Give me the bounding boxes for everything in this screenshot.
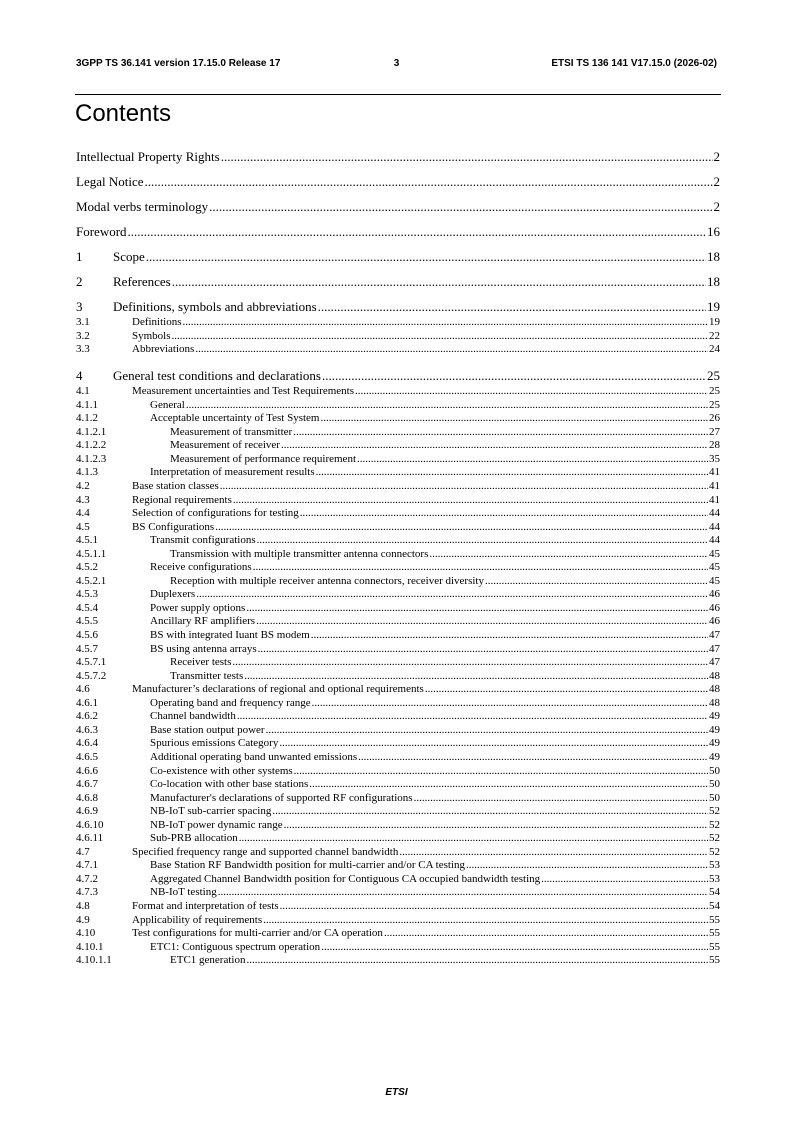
toc-entry-page: 2 [713, 174, 720, 189]
toc-entry-title: Measurement of transmitter [170, 425, 293, 438]
toc-entry-number: 4.1.2.1 [76, 425, 107, 438]
toc-entry-number: 4.1 [76, 385, 90, 398]
toc-dot-leader [221, 149, 713, 165]
toc-entry-title: General [150, 398, 185, 411]
toc-entry-title: Transmitter tests [170, 669, 244, 682]
toc-entry-title: Reception with multiple receiver antenna connectors, receiver diversity [170, 574, 484, 587]
toc-entry[interactable] [76, 330, 720, 342]
toc-entry[interactable] [76, 846, 720, 858]
toc-entry-page: 55 [709, 913, 720, 926]
toc-entry-page: 49 [709, 750, 720, 763]
toc-entry-title: NB-IoT testing [150, 886, 217, 899]
toc-entry-title: Measurement of receiver [170, 439, 280, 452]
toc-entry-title: Co-existence with other systems [150, 764, 293, 777]
footer-etsi: ETSI [385, 1087, 408, 1098]
toc-entry-title: NB-IoT sub-carrier spacing [150, 805, 272, 818]
toc-dot-leader [172, 330, 708, 342]
toc-dot-leader [358, 751, 708, 763]
toc-entry-title: Transmission with multiple transmitter antenna connectors [170, 547, 429, 560]
toc-entry-page: 16 [707, 224, 720, 239]
toc-dot-leader [309, 778, 708, 790]
toc-entry[interactable] [76, 368, 720, 384]
toc-entry-title: Definitions, symbols and abbreviations [113, 299, 317, 314]
toc-entry-page: 46 [709, 615, 720, 628]
toc-dot-leader [300, 507, 708, 519]
toc-dot-leader [220, 480, 708, 492]
toc-entry-title: Channel bandwidth [150, 710, 236, 723]
toc-entry-title: Intellectual Property Rights [76, 149, 220, 164]
toc-entry-page: 48 [709, 696, 720, 709]
toc-dot-leader [429, 548, 708, 560]
toc-entry[interactable] [76, 778, 720, 790]
toc-dot-leader [272, 805, 708, 817]
toc-entry-page: 53 [709, 859, 720, 872]
toc-dot-leader [244, 670, 708, 682]
toc-entry-page: 52 [709, 832, 720, 845]
toc-entry-title: Regional requirements [132, 493, 232, 506]
toc-entry-page: 41 [709, 493, 720, 506]
toc-entry-number: 4.5.6 [76, 629, 98, 641]
toc-entry[interactable] [76, 199, 720, 215]
toc-entry-title: Scope [113, 249, 145, 264]
toc-entry[interactable] [76, 412, 720, 424]
toc-entry-page: 47 [709, 656, 720, 669]
toc-entry-title: General test conditions and declarations [113, 368, 321, 384]
toc-entry-number: 4.10.1 [76, 940, 104, 953]
toc-entry[interactable] [76, 575, 720, 587]
toc-dot-leader [246, 954, 708, 966]
toc-dot-leader [239, 832, 708, 844]
toc-dot-leader [284, 819, 708, 831]
toc-entry-page: 47 [709, 642, 720, 655]
toc-dot-leader [280, 900, 708, 912]
toc-dot-leader [232, 656, 708, 668]
toc-entry[interactable] [76, 643, 720, 655]
toc-dot-leader [146, 249, 706, 265]
toc-dot-leader [466, 859, 708, 871]
toc-entry-page: 55 [709, 954, 720, 967]
toc-entry-title: Spurious emissions Category [150, 737, 279, 750]
toc-entry[interactable] [76, 914, 720, 926]
toc-dot-leader [321, 941, 708, 953]
toc-entry-number: 2 [76, 274, 83, 289]
toc-dot-leader [195, 343, 708, 355]
toc-entry[interactable] [76, 426, 720, 438]
toc-entry-page: 28 [709, 439, 720, 452]
toc-entry-title: Receive configurations [150, 561, 252, 574]
toc-entry[interactable] [76, 588, 720, 600]
toc-entry[interactable] [76, 149, 720, 165]
toc-entry-page: 25 [709, 398, 720, 411]
toc-entry-title: NB-IoT power dynamic range [150, 818, 283, 831]
toc-entry-number: 4.6 [76, 683, 90, 696]
toc-entry-title: ETC1: Contiguous spectrum operation [150, 940, 321, 953]
toc-entry-page: 41 [709, 479, 720, 492]
toc-dot-leader [541, 873, 708, 885]
toc-entry-page: 25 [707, 368, 720, 384]
toc-dot-leader [316, 466, 708, 478]
toc-dot-leader [183, 316, 709, 328]
toc-dot-leader [414, 792, 708, 804]
toc-entry-page: 46 [709, 588, 720, 601]
toc-entry[interactable] [76, 507, 720, 519]
toc-dot-leader [215, 521, 708, 533]
toc-dot-leader [237, 710, 708, 722]
toc-entry[interactable] [76, 615, 720, 627]
toc-entry[interactable] [76, 656, 720, 668]
toc-dot-leader [218, 886, 708, 898]
toc-entry-page: 24 [709, 343, 720, 356]
toc-entry-page: 50 [709, 778, 720, 791]
toc-entry-page: 50 [709, 764, 720, 777]
toc-entry-title: Acceptable uncertainty of Test System [150, 412, 320, 425]
toc-entry-number: 4.8 [76, 900, 90, 912]
toc-entry[interactable] [76, 927, 720, 939]
toc-entry[interactable] [76, 941, 720, 953]
toc-entry-number: 4.7 [76, 845, 90, 858]
toc-entry-number: 4.6.5 [76, 750, 98, 763]
toc-entry[interactable] [76, 534, 720, 546]
toc-dot-leader [485, 575, 708, 587]
toc-entry-title: Format and interpretation of tests [132, 900, 279, 912]
toc-dot-leader [281, 439, 708, 451]
toc-entry-page: 44 [709, 520, 720, 533]
toc-entry[interactable] [76, 710, 720, 722]
toc-entry[interactable] [76, 480, 720, 492]
toc-entry[interactable] [76, 385, 720, 397]
toc-entry-page: 27 [709, 425, 720, 438]
toc-dot-leader [209, 199, 712, 215]
toc-entry-page: 48 [709, 669, 720, 682]
toc-entry[interactable] [76, 494, 720, 506]
toc-entry-title: BS with integrated Iuant BS modem [150, 629, 310, 641]
toc-entry-page: 52 [709, 845, 720, 858]
toc-entry-title: ETC1 generation [170, 954, 246, 967]
toc-entry[interactable] [76, 466, 720, 478]
toc-entry-number: 4.5.1.1 [76, 547, 107, 560]
toc-entry-number: 4.10 [76, 927, 96, 940]
toc-dot-leader [294, 765, 708, 777]
toc-entry-page: 44 [709, 534, 720, 547]
toc-entry-number: 4.4 [76, 507, 90, 520]
toc-entry[interactable] [76, 249, 720, 265]
toc-dot-leader [293, 426, 708, 438]
toc-entry-page: 45 [709, 561, 720, 574]
toc-entry-number: 4.5.2 [76, 561, 98, 574]
toc-entry-title: Base station output power [150, 723, 265, 736]
toc-entry[interactable] [76, 453, 720, 465]
toc-entry-number: 1 [76, 249, 83, 264]
toc-entry[interactable] [76, 873, 720, 885]
toc-entry[interactable] [76, 299, 720, 315]
toc-entry-page: 45 [709, 547, 720, 560]
toc-entry-page: 49 [709, 737, 720, 750]
toc-entry-title: Aggregated Channel Bandwidth position for Contiguous CA occupied bandwidth testing [150, 872, 541, 885]
toc-entry-number: 4.1.2.2 [76, 439, 107, 452]
toc-dot-leader [246, 602, 708, 614]
toc-entry-title: Co-location with other base stations [150, 778, 309, 791]
toc-entry-page: 53 [709, 872, 720, 885]
toc-entry-title: Duplexers [150, 588, 196, 601]
toc-entry-number: 3.1 [76, 316, 90, 328]
toc-entry-number: 4 [76, 368, 83, 384]
toc-entry-number: 3.2 [76, 329, 90, 342]
toc-dot-leader [357, 453, 708, 465]
toc-entry[interactable] [76, 832, 720, 844]
toc-entry[interactable] [76, 439, 720, 451]
toc-entry-title: Interpretation of measurement results [150, 466, 315, 479]
toc-entry[interactable] [76, 765, 720, 777]
toc-entry-title: Manufacturer's declarations of supported RF configurations [150, 791, 413, 804]
toc-dot-leader [320, 412, 708, 424]
toc-dot-leader [233, 494, 708, 506]
toc-entry-number: 4.2 [76, 479, 90, 492]
toc-dot-leader [172, 274, 706, 290]
toc-dot-leader [253, 561, 708, 573]
toc-entry-title: Symbols [132, 329, 171, 342]
toc-entry[interactable] [76, 805, 720, 817]
toc-dot-leader [128, 224, 706, 240]
toc-entry-number: 4.3 [76, 493, 90, 506]
toc-entry[interactable] [76, 629, 720, 641]
toc-entry-page: 19 [707, 299, 720, 314]
toc-entry-number: 4.5.3 [76, 588, 98, 601]
toc-entry-title: Modal verbs terminology [76, 199, 209, 214]
toc-entry[interactable] [76, 670, 720, 682]
toc-entry-title: Legal Notice [76, 174, 144, 189]
toc-entry-page: 18 [707, 274, 720, 289]
toc-entry-number: 4.1.2.3 [76, 452, 107, 465]
header-page-number: 3 [393, 58, 400, 69]
toc-entry-number: 4.6.7 [76, 778, 98, 791]
toc-dot-leader [266, 724, 708, 736]
toc-entry-number: 4.5 [76, 520, 90, 533]
toc-entry-title: Foreword [76, 224, 127, 239]
toc-entry[interactable] [76, 683, 720, 695]
toc-entry-page: 19 [709, 316, 720, 328]
toc-dot-leader [318, 299, 706, 315]
toc-entry-title: Power supply options [150, 601, 246, 614]
toc-entry[interactable] [76, 697, 720, 709]
toc-entry-number: 4.5.7 [76, 642, 98, 655]
toc-entry-title: Transmit configurations [150, 534, 256, 547]
toc-dot-leader [196, 588, 708, 600]
toc-entry-title: BS using antenna arrays [150, 642, 257, 655]
toc-dot-leader [279, 737, 708, 749]
toc-dot-leader [145, 174, 713, 190]
toc-entry-number: 4.1.2 [76, 412, 98, 425]
toc-entry-title: Base station classes [132, 479, 219, 492]
toc-entry[interactable] [76, 792, 720, 804]
toc-entry-title: Manufacturer’s declarations of regional and optional requirements [132, 683, 424, 696]
toc-entry-number: 4.7.2 [76, 872, 98, 885]
toc-entry[interactable] [76, 751, 720, 763]
toc-entry-number: 4.6.11 [76, 832, 104, 845]
toc-entry[interactable] [76, 343, 720, 355]
toc-entry[interactable] [76, 724, 720, 736]
toc-entry-page: 54 [709, 886, 720, 899]
toc-entry-number: 4.1.3 [76, 466, 98, 479]
toc-entry-page: 26 [709, 412, 720, 425]
toc-dot-leader [384, 927, 708, 939]
toc-entry-page: 48 [709, 683, 720, 696]
toc-entry[interactable] [76, 521, 720, 533]
toc-entry-title: Additional operating band unwanted emissions [150, 750, 358, 763]
toc-entry-page: 49 [709, 710, 720, 723]
toc-entry[interactable] [76, 274, 720, 290]
toc-entry-page: 18 [707, 249, 720, 264]
toc-dot-leader [311, 629, 708, 641]
toc-entry-page: 49 [709, 723, 720, 736]
toc-dot-leader [425, 683, 708, 695]
toc-entry[interactable] [76, 859, 720, 871]
page-title: Contents [75, 100, 172, 127]
toc-entry-number: 4.5.4 [76, 601, 98, 614]
toc-entry[interactable] [76, 174, 720, 190]
toc-entry-number: 4.1.1 [76, 398, 98, 411]
toc-entry-title: Operating band and frequency range [150, 696, 311, 709]
toc-entry-page: 52 [709, 805, 720, 818]
toc-entry-page: 55 [709, 940, 720, 953]
toc-entry-number: 4.9 [76, 913, 90, 926]
toc-entry-title: Applicability of requirements [132, 913, 263, 926]
toc-entry[interactable] [76, 737, 720, 749]
toc-entry-number: 4.6.10 [76, 818, 104, 831]
toc-dot-leader [399, 846, 708, 858]
toc-entry[interactable] [76, 819, 720, 831]
toc-entry-number: 4.5.7.1 [76, 656, 107, 669]
toc-entry-number: 4.5.7.2 [76, 669, 107, 682]
toc-entry-number: 4.6.3 [76, 723, 98, 736]
toc-dot-leader [186, 399, 708, 411]
toc-entry-page: 22 [709, 329, 720, 342]
toc-entry-title: Abbreviations [132, 343, 195, 356]
toc-entry-number: 4.6.8 [76, 791, 98, 804]
toc-dot-leader [312, 697, 708, 709]
toc-entry-page: 45 [709, 574, 720, 587]
toc-dot-leader [322, 368, 706, 384]
toc-entry-page: 54 [709, 900, 720, 912]
toc-entry-page: 2 [713, 199, 720, 214]
toc-dot-leader [256, 615, 708, 627]
toc-dot-leader [257, 534, 708, 546]
toc-entry-page: 46 [709, 601, 720, 614]
toc-entry-number: 4.6.2 [76, 710, 98, 723]
toc-entry-number: 4.6.6 [76, 764, 98, 777]
toc-entry-page: 44 [709, 507, 720, 520]
toc-entry-title: Definitions [132, 316, 182, 328]
toc-entry-title: Selection of configurations for testing [132, 507, 299, 520]
toc-entry-page: 25 [709, 385, 720, 398]
toc-entry-number: 4.6.9 [76, 805, 98, 818]
toc-entry-number: 4.5.2.1 [76, 574, 107, 587]
toc-entry[interactable] [76, 886, 720, 898]
toc-entry-title: Measurement uncertainties and Test Requirements [132, 385, 355, 398]
toc-entry[interactable] [76, 954, 720, 966]
toc-entry-number: 3.3 [76, 343, 90, 356]
toc-entry-page: 55 [709, 927, 720, 940]
toc-entry-page: 41 [709, 466, 720, 479]
toc-entry-title: Ancillary RF amplifiers [150, 615, 256, 628]
toc-entry[interactable] [76, 900, 720, 912]
toc-entry-title: BS Configurations [132, 520, 215, 533]
header-etsi-reference: ETSI TS 136 141 V17.15.0 (2026-02) [551, 58, 717, 69]
toc-entry-title: References [113, 274, 171, 289]
toc-entry-number: 3 [76, 299, 83, 314]
toc-entry-title: Test configurations for multi-carrier and/or CA operation [132, 927, 383, 940]
toc-entry-title: Receiver tests [170, 656, 232, 669]
toc-entry[interactable] [76, 602, 720, 614]
toc-entry-page: 50 [709, 791, 720, 804]
toc-entry-page: 35 [709, 452, 720, 465]
toc-entry-number: 4.7.1 [76, 859, 98, 872]
toc-entry-number: 4.10.1.1 [76, 954, 112, 967]
toc-entry-number: 4.6.1 [76, 696, 98, 709]
toc-entry[interactable] [76, 316, 720, 328]
header-spec-version: 3GPP TS 36.141 version 17.15.0 Release 17 [76, 58, 281, 69]
toc-entry-title: Sub-PRB allocation [150, 832, 238, 845]
toc-entry-title: Base Station RF Bandwidth position for multi-carrier and/or CA testing [150, 859, 465, 872]
toc-entry-title: Specified frequency range and supported channel bandwidth [132, 845, 399, 858]
toc-entry-number: 4.7.3 [76, 886, 98, 899]
toc-entry-page: 52 [709, 818, 720, 831]
toc-entry-page: 2 [713, 149, 720, 164]
toc-dot-leader [355, 385, 708, 397]
toc-entry[interactable] [76, 224, 720, 240]
toc-entry[interactable] [76, 548, 720, 560]
toc-entry-number: 4.5.5 [76, 615, 98, 628]
toc-dot-leader [258, 643, 708, 655]
toc-entry[interactable] [76, 561, 720, 573]
header-rule [75, 94, 721, 95]
toc-entry-number: 4.6.4 [76, 737, 98, 750]
toc-dot-leader [263, 914, 708, 926]
toc-entry-number: 4.5.1 [76, 534, 98, 547]
toc-entry-page: 47 [709, 629, 720, 641]
toc-entry[interactable] [76, 399, 720, 411]
toc-entry-title: Measurement of performance requirement [170, 452, 356, 465]
